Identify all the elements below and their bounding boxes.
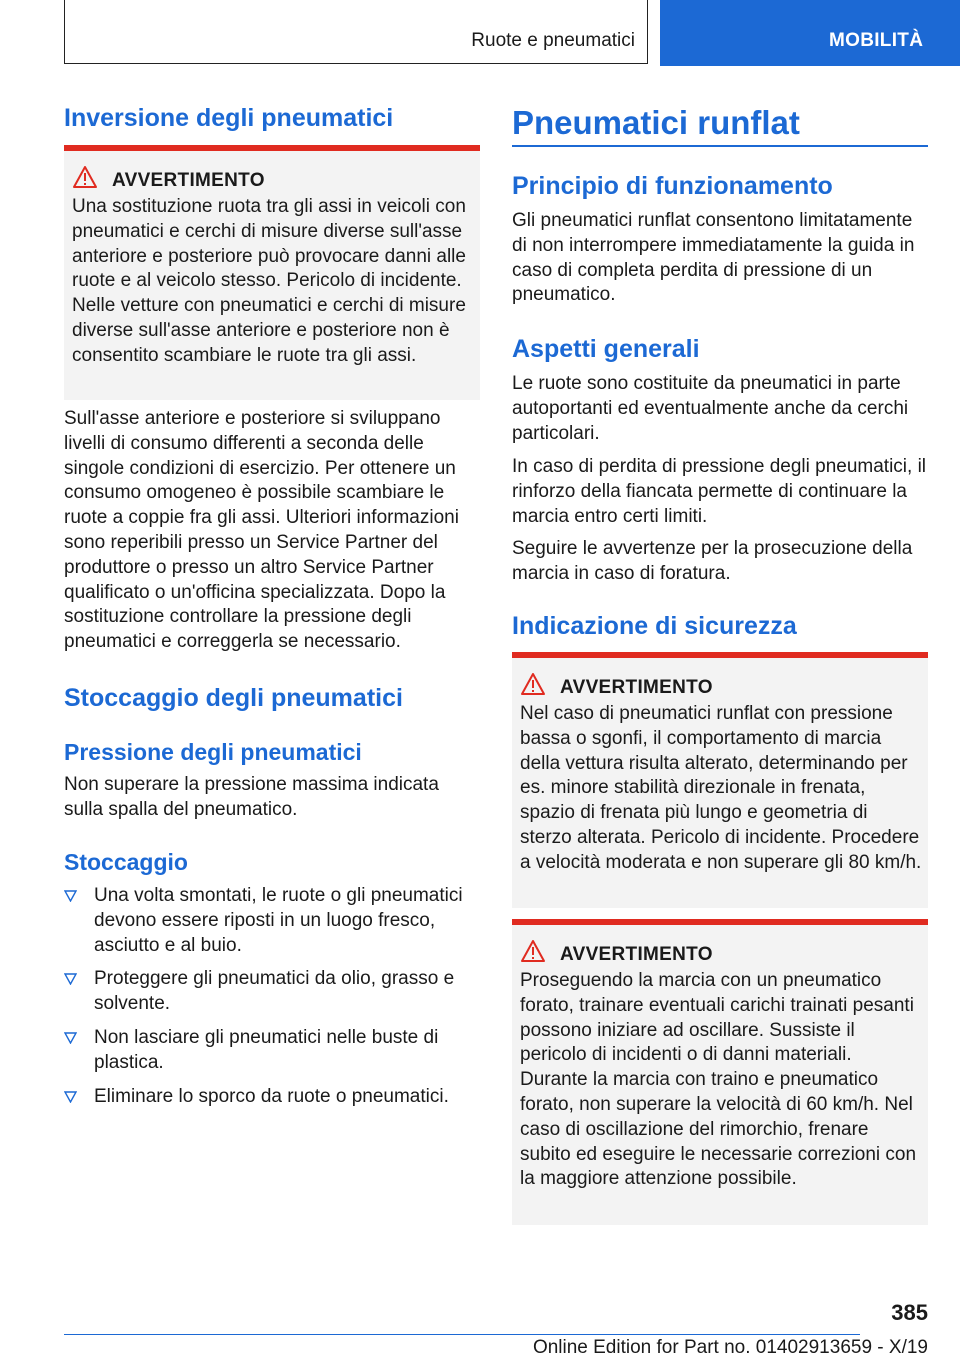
paragraph-principle: Gli pneumatici runflat consentono limitatamente di non interrompere immediatamente la guida in caso di completa perdita di pressione di un pneumatico.: [512, 210, 915, 306]
warning-label: AVVERTIMENTO: [560, 677, 713, 698]
bullet-triangle-icon: [64, 973, 77, 985]
footer-rule: [64, 1334, 860, 1335]
warning-triangle-icon: [520, 672, 546, 696]
paragraph-general-2: In caso di perdita di pressione degli pneumatici, il rinforzo della fiancata permette di continuare la marcia entro certi limiti.: [512, 456, 927, 527]
paragraph-general-3: Seguire le avvertenze per la prosecuzione della marcia in caso di foratura.: [512, 538, 913, 584]
warning-box-trailer: [512, 919, 928, 1225]
chapter-tab[interactable]: MOBILITÀ: [660, 0, 960, 66]
heading-general: Aspetti generali: [512, 335, 700, 363]
heading-tire-storage: Stoccaggio degli pneumatici: [64, 684, 403, 712]
warning-label: AVVERTIMENTO: [112, 170, 265, 191]
warning-text: Nel caso di pneumatici runflat con pressione bassa o sgonfi, il comportamento di marcia della vettura risulta alterato, determinando per es. minore stabilità direzionale in frenata, spazio di frenata più lungo e geometria di sterzo alterata. Pericolo di incidente. Procedere a velocità moderata e non superare gli 80 km/h.: [520, 703, 922, 873]
warning-triangle-icon: [72, 165, 98, 189]
storage-bullet-list: [64, 884, 480, 1118]
heading-rule: [512, 145, 928, 147]
heading-tire-rotation: Inversione degli pneumatici: [64, 104, 394, 132]
warning-text: Proseguendo la marcia con un pneumatico forato, trainare eventuali carichi trainati pesanti possono iniziare ad oscillare. Sussiste il pericolo di incidenti o di danni materiali. Durante la marcia con traino e pneumatico forato, non superare la velocità di 60 km/h. Nel caso di oscillazione del rimorchio, frenare subito ed eseguire le necessarie correzioni con la maggiore attenzione possibile.: [520, 970, 917, 1190]
section-header-box: [64, 0, 648, 64]
list-item: Proteggere gli pneumatici da olio, grasso e solvente.: [64, 967, 480, 1017]
footer-edition: Online Edition for Part no. 01402913659 - X/19: [532, 1337, 928, 1358]
bullet-triangle-icon: [64, 1032, 77, 1044]
paragraph-general-1: Le ruote sono costituite da pneumatici in parte autoportanti ed eventualmente anche da cerchi particolari.: [512, 373, 909, 444]
list-item: Non lasciare gli pneumatici nelle buste di plastica.: [64, 1026, 480, 1076]
paragraph-rotation: Sull'asse anteriore e posteriore si sviluppano livelli di consumo differenti a seconda delle singole condizioni di esercizio. Per ottenere un consumo omogeneo è possibile scambiare le ruote a coppie fra gli assi. Ulteriori informazioni sono reperibili presso un Service Partner del produttore o presso un altro Service Partner qualificato o un'officina specializzata. Dopo la sostituzione controllare la pressione degli pneumatici e correggerla se necessario.: [64, 408, 459, 653]
list-item: Eliminare lo sporco da ruote o pneumatici.: [64, 1085, 480, 1110]
bullet-triangle-icon: [64, 1091, 77, 1103]
paragraph-pressure: Non superare la pressione massima indicata sulla spalla del pneumatico.: [64, 774, 439, 820]
section-title: Ruote e pneumatici: [471, 30, 635, 51]
page-number: 385: [891, 1300, 928, 1325]
warning-triangle-icon: [520, 939, 546, 963]
page-header: [0, 0, 960, 66]
warning-text: Una sostituzione ruota tra gli assi in veicoli con pneumatici e cerchi di misure diverse sull'asse anteriore e posteriore può provocare danni alle ruote e al veicolo stesso. Pericolo di incidente. Nelle vetture con pneumatici e cerchi di misure diverse sull'asse anteriore e posteriore non è consentito scambiare le ruote tra gli assi.: [72, 196, 466, 366]
warning-box-runflat: [512, 652, 928, 908]
warning-box-rotation: [64, 145, 480, 400]
heading-principle: Principio di funzionamento: [512, 172, 833, 200]
warning-label: AVVERTIMENTO: [560, 944, 713, 965]
heading-storage: Stoccaggio: [64, 849, 188, 875]
heading-runflat: Pneumatici runflat: [512, 104, 800, 141]
heading-tire-pressure: Pressione degli pneumatici: [64, 739, 362, 765]
heading-safety: Indicazione di sicurezza: [512, 612, 797, 640]
list-item: Una volta smontati, le ruote o gli pneumatici devono essere riposti in un luogo fresco, asciutto e al buio.: [64, 884, 480, 958]
bullet-triangle-icon: [64, 890, 77, 902]
